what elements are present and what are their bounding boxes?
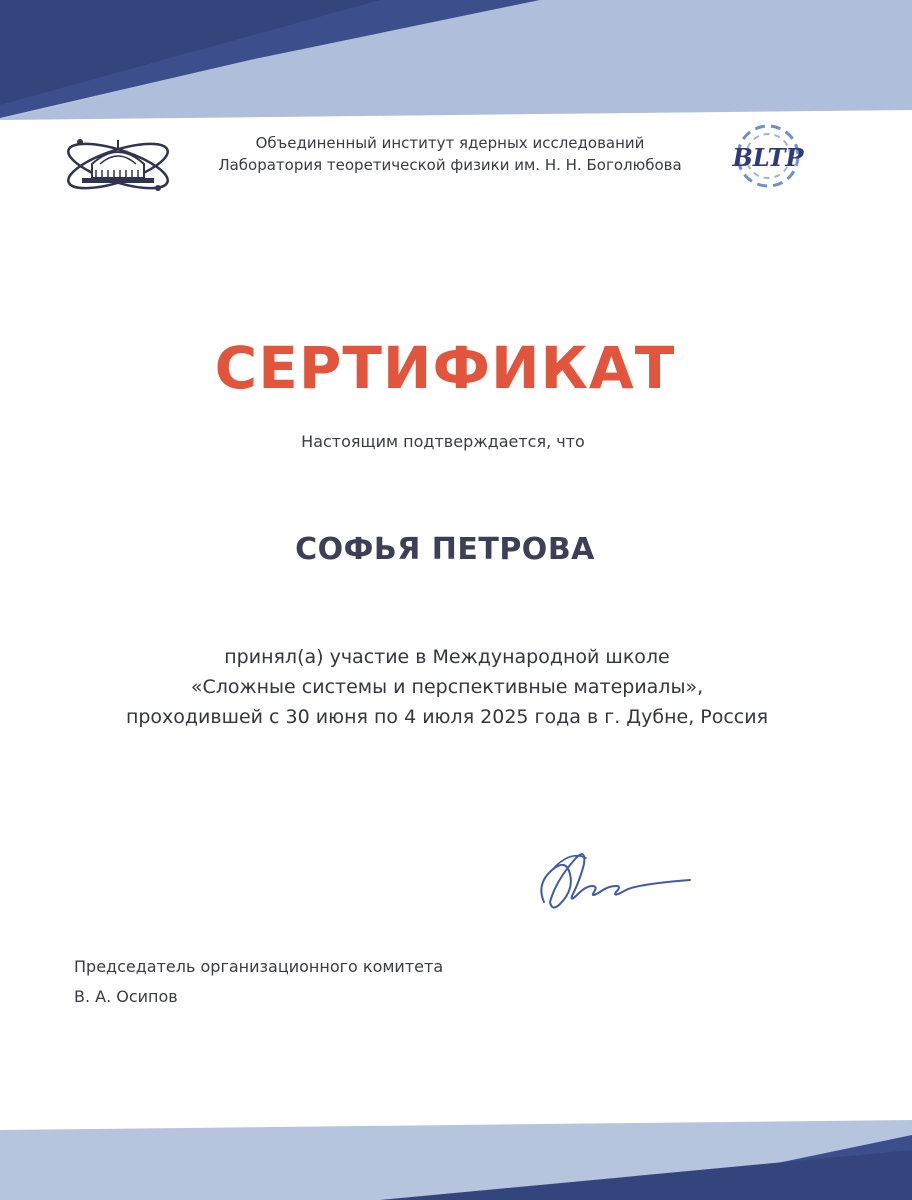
- bltp-logo-text: BLTP: [732, 143, 804, 172]
- header: [60, 122, 860, 202]
- org-line-2: Лаборатория теоретической физики им. Н. Н. Боголюбова: [218, 156, 682, 174]
- organization-name: [190, 132, 710, 176]
- confirmation-text: Настоящим подтверждается, что: [301, 432, 585, 451]
- body-line-2: «Сложные системы и перспективные материалы»,: [190, 676, 704, 698]
- org-line-1: Объединенный институт ядерных исследований: [255, 134, 645, 152]
- recipient-name: СОФЬЯ ПЕТРОВА: [295, 532, 595, 567]
- bltp-logo-icon: [720, 122, 816, 194]
- signatory: [74, 952, 443, 1012]
- signatory-name: В. А. Осипов: [74, 987, 178, 1006]
- body-line-1: принял(а) участие в Международной школе: [224, 646, 670, 668]
- signatory-position: Председатель организационного комитета: [74, 957, 444, 976]
- certificate-title: СЕРТИФИКАТ: [214, 334, 676, 402]
- signature-image: [530, 840, 700, 920]
- certificate-body: [0, 642, 894, 732]
- body-line-3: проходившей с 30 июня по 4 июля 2025 года в г. Дубне, Россия: [125, 706, 769, 728]
- jinr-logo-icon: [62, 126, 174, 198]
